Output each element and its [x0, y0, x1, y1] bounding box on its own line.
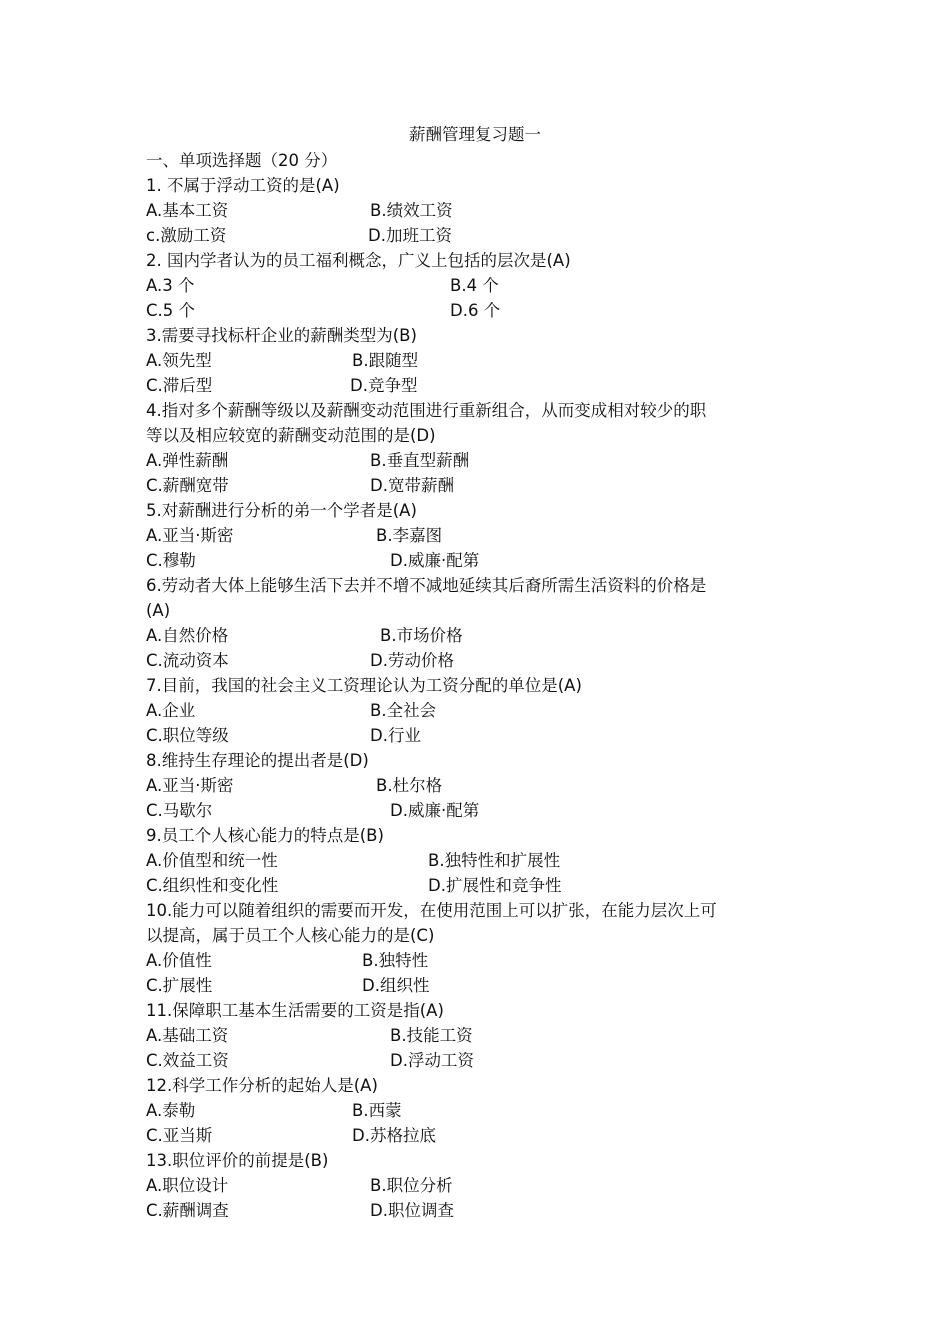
q3-option-c: C.滞后型	[146, 376, 213, 395]
q10-option-a: A.价值性	[146, 951, 212, 970]
q2-option-b: B.4 个	[450, 276, 499, 295]
q1-option-b: B.绩效工资	[370, 201, 453, 220]
question-1: 1. 不属于浮动工资的是(A)	[146, 176, 340, 195]
q11-option-d: D.浮动工资	[390, 1051, 474, 1070]
q10-option-b: B.独特性	[362, 951, 429, 970]
q4-option-d: D.宽带薪酬	[370, 476, 454, 495]
q5-option-d: D.威廉·配第	[390, 551, 480, 570]
q7-option-c: C.职位等级	[146, 726, 229, 745]
document-title: 薪酬管理复习题一	[409, 125, 541, 144]
q7-option-b: B.全社会	[370, 701, 437, 720]
q11-option-b: B.技能工资	[390, 1026, 473, 1045]
q8-option-c: C.马歇尔	[146, 801, 213, 820]
question-2: 2. 国内学者认为的员工福利概念，广义上包括的层次是(A)	[146, 251, 571, 270]
q8-option-d: D.威廉·配第	[390, 801, 480, 820]
q2-option-c: C.5 个	[146, 301, 196, 320]
q3-option-d: D.竞争型	[350, 376, 418, 395]
q7-option-d: D.行业	[370, 726, 421, 745]
question-11: 11.保障职工基本生活需要的工资是指(A)	[146, 1001, 444, 1020]
q2-option-d: D.6 个	[450, 301, 501, 320]
q10-option-d: D.组织性	[362, 976, 430, 995]
question-3: 3.需要寻找标杆企业的薪酬类型为(B)	[146, 326, 417, 345]
q4-option-a: A.弹性薪酬	[146, 451, 229, 470]
q1-option-c: c.激励工资	[146, 226, 227, 245]
q12-option-c: C.亚当斯	[146, 1126, 213, 1145]
q1-option-a: A.基本工资	[146, 201, 229, 220]
q11-option-c: C.效益工资	[146, 1051, 229, 1070]
question-12: 12.科学工作分析的起始人是(A)	[146, 1076, 378, 1095]
q6-option-d: D.劳动价格	[370, 651, 454, 670]
q3-option-a: A.领先型	[146, 351, 212, 370]
q8-option-a: A.亚当·斯密	[146, 776, 234, 795]
q12-option-d: D.苏格拉底	[352, 1126, 436, 1145]
q13-option-a: A.职位设计	[146, 1176, 229, 1195]
q5-option-c: C.穆勒	[146, 551, 196, 570]
q8-option-b: B.杜尔格	[376, 776, 443, 795]
question-10: 10.能力可以随着组织的需要而开发，在使用范围上可以扩张，在能力层次上可	[146, 901, 717, 920]
question-7: 7.目前，我国的社会主义工资理论认为工资分配的单位是(A)	[146, 676, 582, 695]
q6-option-b: B.市场价格	[380, 626, 463, 645]
q9-option-b: B.独特性和扩展性	[428, 851, 561, 870]
q4-option-b: B.垂直型薪酬	[370, 451, 470, 470]
q7-option-a: A.企业	[146, 701, 196, 720]
section-heading: 一、单项选择题（20 分）	[146, 151, 338, 170]
q13-option-d: D.职位调查	[370, 1201, 454, 1220]
question-9: 9.员工个人核心能力的特点是(B)	[146, 826, 384, 845]
question-4-cont: 等以及相应较宽的薪酬变动范围的是(D)	[146, 426, 436, 445]
q6-option-c: C.流动资本	[146, 651, 229, 670]
question-4: 4.指对多个薪酬等级以及薪酬变动范围进行重新组合，从而变成相对较少的职	[146, 401, 707, 420]
q12-option-a: A.泰勒	[146, 1101, 196, 1120]
question-10-cont: 以提高，属于员工个人核心能力的是(C)	[146, 926, 435, 945]
q5-option-b: B.李嘉图	[376, 526, 443, 545]
question-6-cont: (A)	[146, 601, 171, 620]
q4-option-c: C.薪酬宽带	[146, 476, 229, 495]
q9-option-d: D.扩展性和竞争性	[428, 876, 562, 895]
q11-option-a: A.基础工资	[146, 1026, 229, 1045]
q2-option-a: A.3 个	[146, 276, 195, 295]
question-6: 6.劳动者大体上能够生活下去并不增不减地延续其后裔所需生活资料的价格是	[146, 576, 707, 595]
question-13: 13.职位评价的前提是(B)	[146, 1151, 329, 1170]
q13-option-c: C.薪酬调查	[146, 1201, 229, 1220]
q3-option-b: B.跟随型	[352, 351, 419, 370]
question-5: 5.对薪酬进行分析的弟一个学者是(A)	[146, 501, 417, 520]
question-8: 8.维持生存理论的提出者是(D)	[146, 751, 369, 770]
q9-option-a: A.价值型和统一性	[146, 851, 278, 870]
q5-option-a: A.亚当·斯密	[146, 526, 234, 545]
q9-option-c: C.组织性和变化性	[146, 876, 279, 895]
q13-option-b: B.职位分析	[370, 1176, 453, 1195]
q6-option-a: A.自然价格	[146, 626, 229, 645]
q10-option-c: C.扩展性	[146, 976, 213, 995]
q1-option-d: D.加班工资	[368, 226, 452, 245]
q12-option-b: B.西蒙	[352, 1101, 402, 1120]
